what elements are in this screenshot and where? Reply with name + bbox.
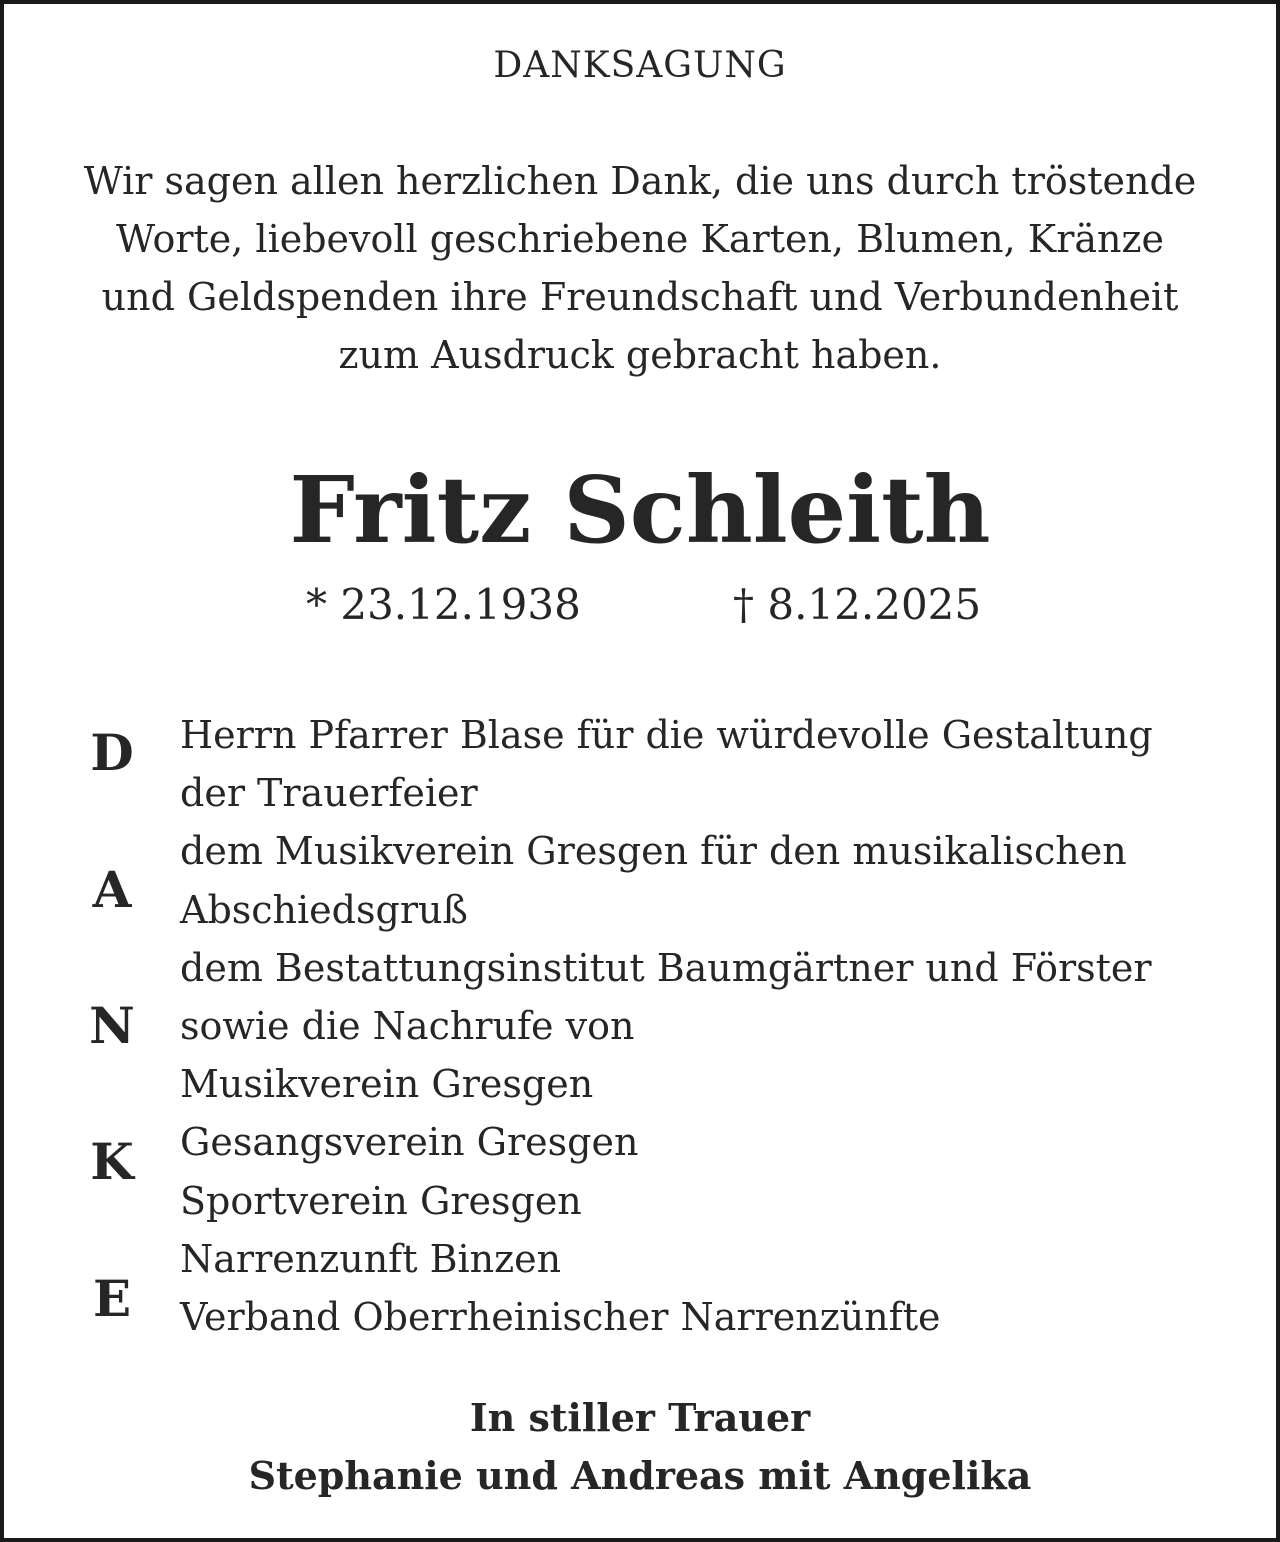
closing-line-mourning: In stiller Trauer	[469, 1395, 811, 1440]
thanks-line: Gesangsverein Gresgen	[180, 1120, 639, 1165]
danke-letter-d: D	[90, 723, 134, 782]
thanks-line: Musikverein Gresgen	[180, 1062, 594, 1107]
thanks-line: dem Bestattungsinstitut Baumgärtner und Förster	[180, 945, 1152, 990]
thanks-line: der Trauerfeier	[180, 771, 478, 816]
thanks-line: Abschiedsgruß	[180, 887, 468, 932]
thanks-line: Herrn Pfarrer Blase für die würdevolle Gestaltung	[180, 713, 1153, 757]
danke-letter-a: A	[92, 860, 132, 919]
thanks-line: sowie die Nachrufe von	[180, 1004, 635, 1049]
danke-letter-n: N	[89, 996, 135, 1055]
death-date: † 8.12.2025	[733, 580, 982, 629]
thanks-line: dem Musikverein Gresgen für den musikalischen	[180, 829, 1127, 874]
intro-line: Wir sagen allen herzlichen Dank, die uns durch tröstende	[83, 159, 1197, 203]
thanks-line: Verband Oberrheinischer Narrenzünfte	[180, 1295, 941, 1340]
intro-text	[60, 152, 1220, 384]
thanks-list	[180, 706, 1220, 1346]
danke-letter-e: E	[92, 1269, 132, 1328]
life-dates	[0, 575, 1280, 635]
closing-signature	[0, 1389, 1280, 1505]
closing-line-family: Stephanie und Andreas mit Angelika	[248, 1453, 1032, 1498]
intro-line: Worte, liebevoll geschriebene Karten, Blumen, Kränze	[115, 217, 1164, 261]
birth-date: * 23.12.1938	[306, 580, 581, 629]
intro-line: und Geldspenden ihre Freundschaft und Verbundenheit	[101, 275, 1179, 319]
deceased-name: Fritz Schleith	[289, 456, 991, 564]
thanks-line: Narrenzunft Binzen	[180, 1236, 562, 1281]
notice-heading: DANKSAGUNG	[493, 45, 787, 86]
intro-line: zum Ausdruck gebracht haben.	[338, 333, 942, 377]
danke-letter-k: K	[90, 1132, 134, 1191]
thanks-line: Sportverein Gresgen	[180, 1178, 582, 1223]
